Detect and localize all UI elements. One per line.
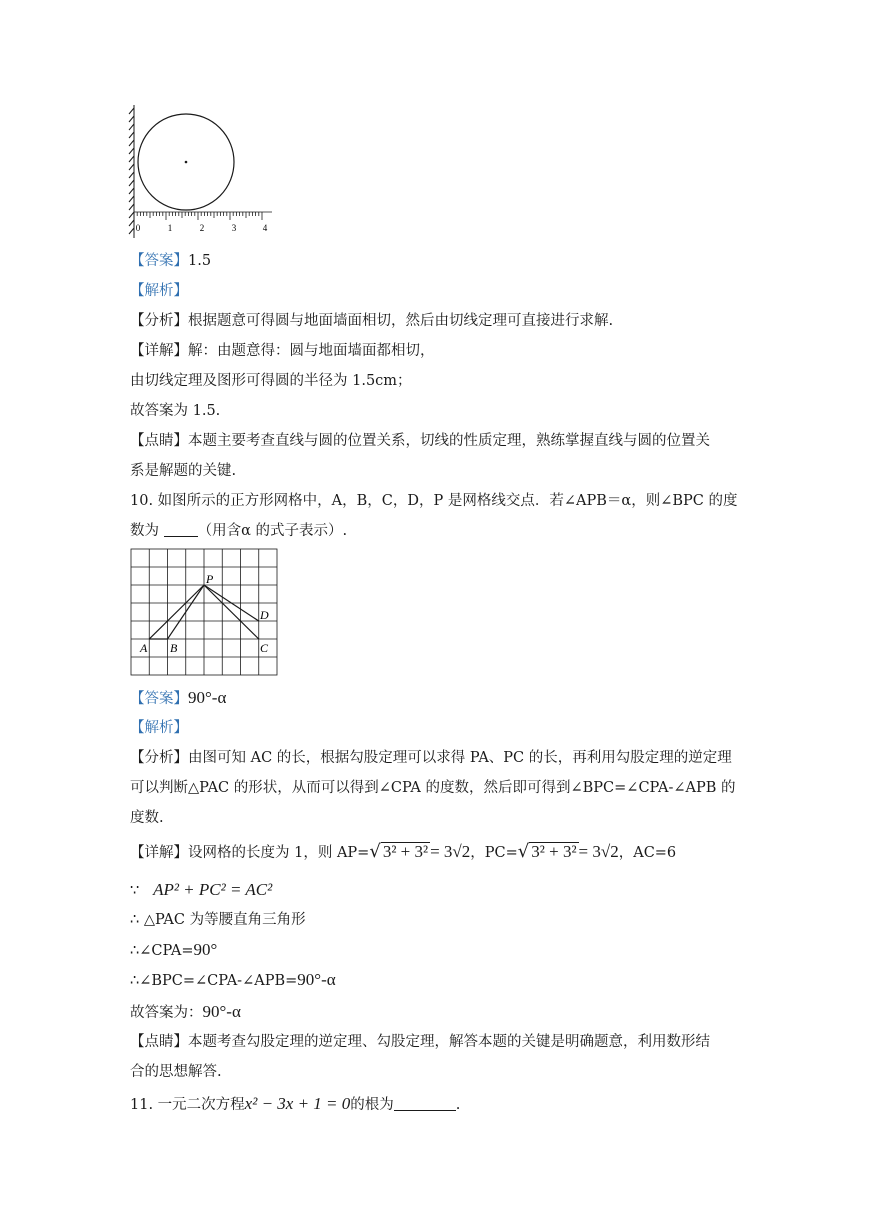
label-P: P [206, 572, 214, 586]
ruler-tick-3: 3 [231, 223, 237, 233]
label-C: C [260, 641, 269, 655]
q9-dianjing-line2: 系是解题的关键. [130, 463, 237, 479]
q9-xiangjie-line: 【详解】解：由题意得：圆与地面墙面都相切， [130, 343, 435, 359]
q10-xiangjie-line: 【详解】设网格的长度为 1，则 AP=√ 3² + 3² = 3√2，PC=√ 3² + 3² = 3√2，AC=6 [130, 841, 677, 862]
circle-wall-ruler-figure [124, 100, 279, 240]
q9-line3: 故答案为 1.5. [130, 403, 221, 419]
q10-answer-line: 【答案】90°-α [130, 688, 227, 707]
q10-fenxi-line2: 可以判断△PAC 的形状，从而可以得到∠CPA 的度数，然后即可得到∠BPC=∠CPA-∠APB 的 [130, 780, 736, 796]
q10-fenxi-line1: 【分析】由图可知 AC 的长，根据勾股定理可以求得 PA、PC 的长，再利用勾股定理的逆定理 [130, 750, 732, 766]
radicand: 3² + 3² [382, 842, 429, 861]
answer-tag: 【答案】 [130, 253, 188, 269]
label-B: B [170, 641, 178, 655]
ruler-tick-2: 2 [199, 223, 205, 233]
therefore-line2: ∴∠CPA=90° [130, 940, 218, 959]
q9-answer: 1.5 [188, 253, 212, 269]
because-line: ∵ AP² + PC² = AC² [130, 880, 273, 899]
ruler-tick-0: 0 [135, 223, 141, 233]
q10-dianjing-line1: 【点睛】本题考查勾股定理的逆定理、勾股定理，解答本题的关键是明确题意，利用数形结 [130, 1034, 710, 1050]
ruler-tick-1: 1 [167, 223, 173, 233]
therefore-line3: ∴∠BPC=∠CPA-∠APB=90°-α [130, 970, 336, 989]
q10-question-line1: 10. 如图所示的正方形网格中，A，B，C，D，P 是网格线交点．若∠APB＝α，则∠BPC 的度 [130, 493, 738, 509]
label-A: A [140, 641, 148, 655]
q9-fenxi-line: 【分析】根据题意可得圆与地面墙面相切，然后由切线定理可直接进行求解. [130, 313, 614, 329]
q10-question-line2: 数为 （用含α 的式子表示）. [130, 523, 348, 539]
q9-answer-line [130, 251, 211, 271]
grid-figure [130, 548, 280, 678]
answer-blank [164, 522, 198, 537]
dianjing-tag: 【点睛】 [130, 433, 188, 449]
q9-line2: 由切线定理及图形可得圆的半径为 1.5cm； [130, 373, 412, 389]
radicand-2: 3² + 3² [531, 842, 577, 861]
q9-analysis-tag: 【解析】 [130, 283, 188, 299]
ruler-tick-4: 4 [262, 223, 268, 233]
quadratic-equation: x² − 3x + 1 = 0 [244, 1094, 351, 1113]
q10-analysis-tag: 【解析】 [130, 720, 188, 736]
label-D: D [260, 608, 269, 622]
therefore-line1: ∴ △PAC 为等腰直角三角形 [130, 912, 306, 928]
answer-blank-11 [394, 1096, 456, 1111]
fenxi-tag: 【分析】 [130, 313, 188, 329]
q9-dianjing-line: 【点睛】本题主要考查直线与圆的位置关系，切线的性质定理，熟练掌握直线与圆的位置关 [130, 433, 710, 449]
pythagoras-equation: AP² + PC² = AC² [153, 880, 273, 899]
q10-final-answer: 故答案为：90°-α [130, 1002, 241, 1021]
q10-answer: 90°-α [188, 688, 227, 707]
xiangjie-tag: 【详解】 [130, 343, 188, 359]
q10-fenxi-line3: 度数. [130, 810, 164, 826]
q11-question: 11. 一元二次方程x² − 3x + 1 = 0的根为 . [130, 1094, 461, 1113]
q10-dianjing-line2: 合的思想解答. [130, 1064, 222, 1080]
